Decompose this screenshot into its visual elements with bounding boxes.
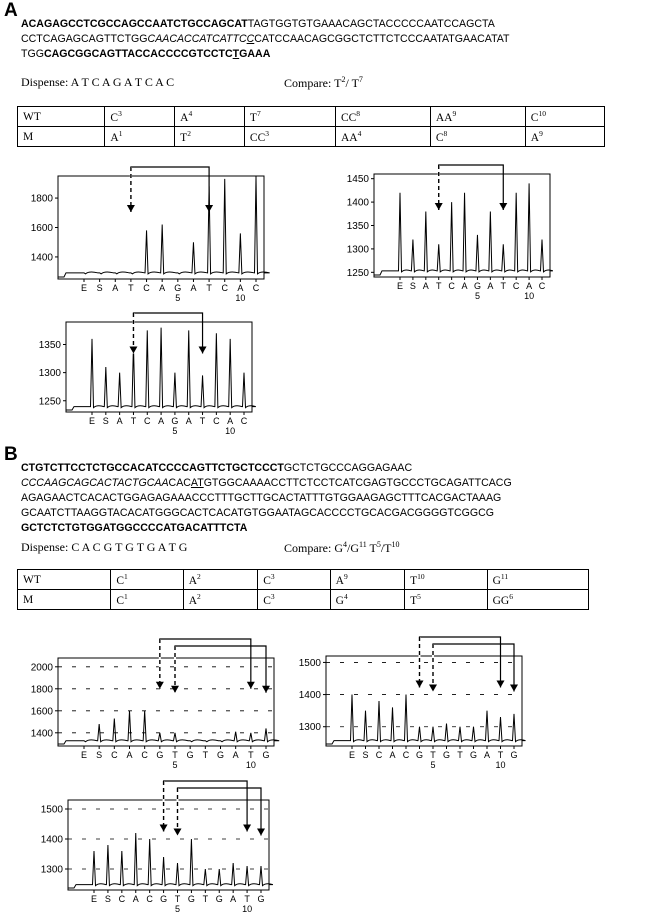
x-tick-label: S [104, 894, 111, 904]
compare-part: 10 [391, 540, 400, 549]
compare-connector [133, 313, 202, 354]
x-tick-label: A [487, 281, 494, 291]
y-tick-label: 1500 [298, 657, 321, 669]
sequence-line [21, 47, 510, 62]
x-tick-label: A [389, 750, 396, 760]
x-tick-label: T [199, 416, 206, 426]
x-tick-label: A [116, 416, 123, 426]
dispense-a [21, 75, 174, 90]
x-tick-label: T [457, 750, 463, 760]
x-tick-label: G [473, 281, 481, 291]
x-number-label: 5 [172, 760, 178, 770]
x-tick-label: S [102, 416, 109, 426]
compare-label: Compare: [284, 76, 332, 90]
sequence-segment: C [246, 33, 255, 45]
sequence-line [21, 461, 512, 476]
compare-part: T [334, 76, 342, 90]
x-tick-label: G [174, 283, 182, 293]
y-tick-label: 1800 [30, 684, 53, 696]
compare-part: T [366, 541, 377, 555]
table-cell: $GG^6$ [487, 590, 588, 610]
arrow-head [510, 685, 518, 692]
genotype-table-b [17, 569, 589, 610]
arrow-head [435, 203, 443, 210]
arrow-head [129, 347, 137, 354]
x-tick-label: T [202, 894, 209, 904]
x-tick-label: A [526, 281, 533, 291]
x-tick-label: G [469, 750, 478, 760]
table-cell: $C^3$ [258, 590, 330, 610]
compare-part: /T [380, 541, 392, 555]
y-tick-label: 1500 [40, 804, 63, 816]
x-tick-label: T [174, 894, 181, 904]
table-cell: $A^4$ [175, 107, 245, 127]
arrow-head [205, 205, 213, 212]
arrow-head [199, 347, 207, 354]
compare-connector [131, 167, 209, 212]
pyrogram-a1 [20, 164, 270, 309]
sequence-segment: CAGCGGCAGTTACCACCCCGTCCTC [43, 48, 233, 60]
y-tick-label: 1250 [346, 267, 369, 279]
table-row [18, 127, 605, 147]
x-tick-label: C [144, 416, 151, 426]
pyrogram-b1 [20, 636, 280, 776]
x-tick-label: A [185, 416, 192, 426]
signal-trace [58, 711, 279, 744]
x-tick-label: C [111, 750, 118, 760]
x-tick-label: A [132, 894, 139, 904]
sequence-segment: GCAATCTTAAGGTACACATGGGCACTCACATGTGGAATAGCACCCCTGCACGACGGGGTCGGCG [21, 507, 495, 519]
table-cell: $CC^3$ [244, 127, 335, 147]
table-cell: $T^2$ [175, 127, 245, 147]
table-cell: $T^{10}$ [405, 570, 487, 590]
dispense-b [21, 540, 187, 555]
x-tick-label: G [216, 750, 225, 760]
arrow-head [257, 829, 265, 836]
x-number-label: 5 [174, 904, 181, 914]
dispense-label: Dispense: [21, 75, 69, 89]
y-tick-label: 1800 [30, 193, 53, 205]
sequence-segment: TGG [21, 48, 44, 60]
sequence-segment: CCCAAGCAGCACTACTGCAA [21, 477, 169, 489]
x-tick-label: S [96, 750, 103, 760]
compare-label: Compare: [284, 541, 332, 555]
table-cell: $A^2$ [183, 590, 257, 610]
y-tick-label: 1350 [38, 340, 61, 351]
sequence-segment: T [232, 48, 240, 60]
x-tick-label: G [257, 894, 265, 904]
sequence-segment: CTGTCTTCCTCTGCCACATCCCCAGTTCTGCTCCCT [21, 462, 284, 474]
x-tick-label: G [510, 750, 518, 760]
x-tick-label: T [500, 281, 507, 291]
x-tick-label: C [213, 416, 220, 426]
y-tick-label: 1300 [346, 244, 369, 256]
x-number-label: 10 [524, 291, 535, 301]
x-tick-label: T [430, 750, 436, 760]
x-tick-label: E [88, 416, 96, 426]
genotype-table-a [17, 106, 605, 147]
x-tick-label: S [409, 281, 416, 291]
x-tick-label: A [190, 283, 197, 293]
x-tick-label: C [252, 283, 260, 293]
sequence-segment: ACAGAGCCTCGCCAGCCAATCTGCCAGCAT [21, 18, 248, 30]
table-cell: $A^2$ [183, 570, 257, 590]
dispense-value: C A C G T G T G A T G [71, 540, 188, 554]
arrow-head [499, 203, 507, 210]
sequence-line [21, 491, 512, 506]
compare-part: G [334, 541, 343, 555]
y-tick-label: 1300 [38, 368, 61, 380]
plot-frame [68, 800, 269, 890]
y-tick-label: 1400 [30, 252, 53, 264]
sequence-segment: GAAA [239, 48, 271, 60]
compare-part: 5 [376, 540, 381, 549]
arrow-head [127, 205, 135, 212]
x-tick-label: A [158, 416, 165, 426]
x-tick-label: E [80, 283, 88, 293]
x-number-label: 5 [430, 760, 436, 770]
arrow-head [160, 825, 168, 832]
arrow-head [429, 685, 437, 692]
x-number-label: 10 [242, 904, 253, 914]
sequence-line [21, 506, 512, 521]
y-tick-label: 1300 [40, 864, 63, 876]
x-tick-label: A [461, 281, 468, 291]
y-tick-label: 1400 [40, 834, 63, 846]
table-cell: $C^8$ [430, 127, 525, 147]
arrow-head [156, 682, 164, 689]
compare-part: / T [345, 76, 359, 90]
y-tick-label: 1250 [38, 396, 61, 408]
x-tick-label: C [512, 281, 520, 291]
sequence-segment: AT [190, 477, 204, 489]
signal-trace [374, 183, 553, 275]
x-number-label: 5 [172, 426, 178, 436]
x-tick-label: T [206, 283, 212, 293]
table-cell: $T^7$ [244, 107, 335, 127]
arrow-head [243, 825, 251, 832]
signal-trace [68, 833, 273, 888]
compare-part: 2 [341, 75, 346, 84]
arrow-head [497, 681, 505, 688]
x-tick-label: E [396, 281, 404, 291]
x-tick-label: C [118, 894, 126, 904]
table-cell: $C^3$ [105, 107, 175, 127]
signal-trace [326, 695, 526, 744]
x-tick-label: C [146, 894, 153, 904]
x-tick-label: C [143, 283, 150, 293]
dispense-value: A T C A G A T C A C [70, 75, 175, 89]
x-tick-label: G [215, 894, 223, 904]
x-tick-label: G [415, 750, 424, 760]
x-number-label: 10 [495, 760, 506, 770]
x-tick-label: A [227, 416, 234, 426]
arrow-head [416, 681, 424, 688]
sequence-line [21, 476, 512, 491]
sequence-line [21, 17, 510, 32]
arrow-head [262, 686, 270, 693]
x-tick-label: G [262, 750, 270, 760]
x-tick-label: T [244, 894, 250, 904]
table-cell: $C^3$ [258, 570, 330, 590]
x-tick-label: G [156, 750, 164, 760]
y-tick-label: 1600 [30, 223, 53, 234]
x-number-label: 10 [245, 760, 256, 770]
signal-trace [58, 176, 270, 277]
panel-label-a: A [4, 0, 18, 21]
sequence-segment: CATCCAACAGCGGCTCTTCTCCCAATATGAACATAT [254, 33, 510, 45]
sequence-segment: CAACACCATCATTC [147, 33, 247, 45]
x-tick-label: E [348, 750, 356, 760]
x-tick-label: G [160, 894, 168, 904]
pyrogram-b2 [288, 634, 528, 776]
x-tick-label: C [240, 416, 248, 426]
x-tick-label: S [96, 283, 103, 293]
table-cell: $C^1$ [111, 570, 183, 590]
table-cell: $A^1$ [105, 127, 175, 147]
y-tick-label: 1400 [30, 728, 53, 740]
table-cell: $CC^8$ [335, 107, 430, 127]
x-tick-label: A [422, 281, 429, 291]
table-cell: $T^5$ [405, 590, 487, 610]
sequence-segment: TAGTGGTGTGAAACAGCTACCCCCAATCCAGCTA [247, 18, 495, 30]
sequence-segment: GCTCTCTGTGGATGGCCCCATGACATTTCTA [21, 522, 248, 534]
y-tick-label: 1450 [346, 174, 369, 186]
x-tick-label: T [128, 283, 134, 293]
x-number-label: 5 [175, 293, 181, 303]
x-tick-label: C [538, 281, 546, 291]
y-tick-label: 1600 [30, 706, 53, 718]
table-cell: $A^9$ [525, 127, 604, 147]
table-row [18, 107, 605, 127]
table-cell: M [18, 590, 111, 610]
sequence-segment: GTGGCAAAACCTTCTCCTCATCGAGTGCCCTGCAGATTCACG [203, 477, 512, 489]
signal-trace [66, 328, 256, 410]
x-tick-label: E [90, 894, 98, 904]
table-cell: $AA^4$ [335, 127, 430, 147]
pyrogram-a2 [336, 162, 556, 307]
x-tick-label: A [230, 894, 237, 904]
x-tick-label: G [171, 416, 179, 426]
arrow-head [174, 829, 182, 836]
compare-part: 11 [359, 540, 367, 549]
table-cell: $G^{11}$ [487, 570, 588, 590]
x-tick-label: C [375, 750, 383, 760]
y-tick-label: 1400 [346, 197, 369, 209]
y-tick-label: 1400 [298, 690, 321, 702]
x-tick-label: A [237, 283, 244, 293]
x-tick-label: S [362, 750, 369, 760]
compare-connector [439, 165, 504, 210]
table-row [18, 590, 589, 610]
x-tick-label: T [202, 750, 209, 760]
compare-part: /G [347, 541, 359, 555]
sequence-line [21, 32, 510, 47]
sequence-b [21, 461, 512, 536]
table-cell: WT [18, 107, 105, 127]
compare-b [284, 540, 400, 556]
y-tick-label: 1300 [298, 722, 321, 734]
sequence-segment: CCTCAGAGCAGTTCTGG [21, 33, 148, 45]
x-tick-label: C [402, 750, 410, 760]
arrow-head [247, 682, 255, 689]
dispense-label: Dispense: [21, 540, 69, 554]
arrow-head [171, 686, 179, 693]
x-tick-label: G [442, 750, 451, 760]
table-cell: $AA^9$ [430, 107, 525, 127]
table-cell: $A^9$ [330, 570, 404, 590]
table-cell: WT [18, 570, 111, 590]
x-tick-label: C [221, 283, 228, 293]
compare-part: 7 [358, 75, 363, 84]
x-tick-label: A [159, 283, 166, 293]
sequence-segment: CAC [168, 477, 191, 489]
sequence-a [21, 17, 510, 62]
x-tick-label: T [435, 281, 442, 291]
table-cell: M [18, 127, 105, 147]
x-tick-label: E [80, 750, 88, 760]
x-number-label: 10 [225, 426, 236, 436]
x-number-label: 5 [474, 291, 480, 301]
x-number-label: 10 [235, 293, 246, 303]
y-tick-label: 1350 [346, 221, 369, 232]
compare-part: 4 [343, 540, 347, 549]
table-cell: $C^{10}$ [525, 107, 604, 127]
plot-frame [66, 322, 252, 412]
x-tick-label: A [126, 750, 133, 760]
plot-frame [326, 656, 522, 746]
x-tick-label: A [483, 750, 491, 760]
sequence-segment: AGAGAACTCACACTGGAGAGAAACCCTTTGCTTGCACTATTTGTGGAAGAGCTTTCACGACTAAAG [21, 492, 502, 504]
table-row [18, 570, 589, 590]
x-tick-label: C [141, 750, 148, 760]
sequence-line [21, 521, 512, 536]
pyrogram-b3 [30, 778, 275, 920]
x-tick-label: G [187, 894, 195, 904]
compare-a [284, 75, 363, 91]
table-cell: $G^4$ [330, 590, 404, 610]
x-tick-label: T [248, 750, 254, 760]
x-tick-label: A [232, 750, 239, 760]
x-tick-label: G [186, 750, 194, 760]
x-tick-label: T [130, 416, 137, 426]
y-tick-label: 2000 [30, 662, 53, 674]
x-tick-label: T [172, 750, 178, 760]
panel-label-b: B [4, 444, 18, 465]
compare-value [334, 76, 363, 90]
x-tick-label: T [497, 750, 504, 760]
x-tick-label: A [112, 283, 119, 293]
x-tick-label: C [448, 281, 455, 291]
pyrogram-a3 [28, 310, 258, 442]
sequence-segment: GCTCTGCCCAGGAGAAC [283, 462, 413, 474]
compare-value [334, 541, 399, 555]
table-cell: $C^1$ [111, 590, 183, 610]
